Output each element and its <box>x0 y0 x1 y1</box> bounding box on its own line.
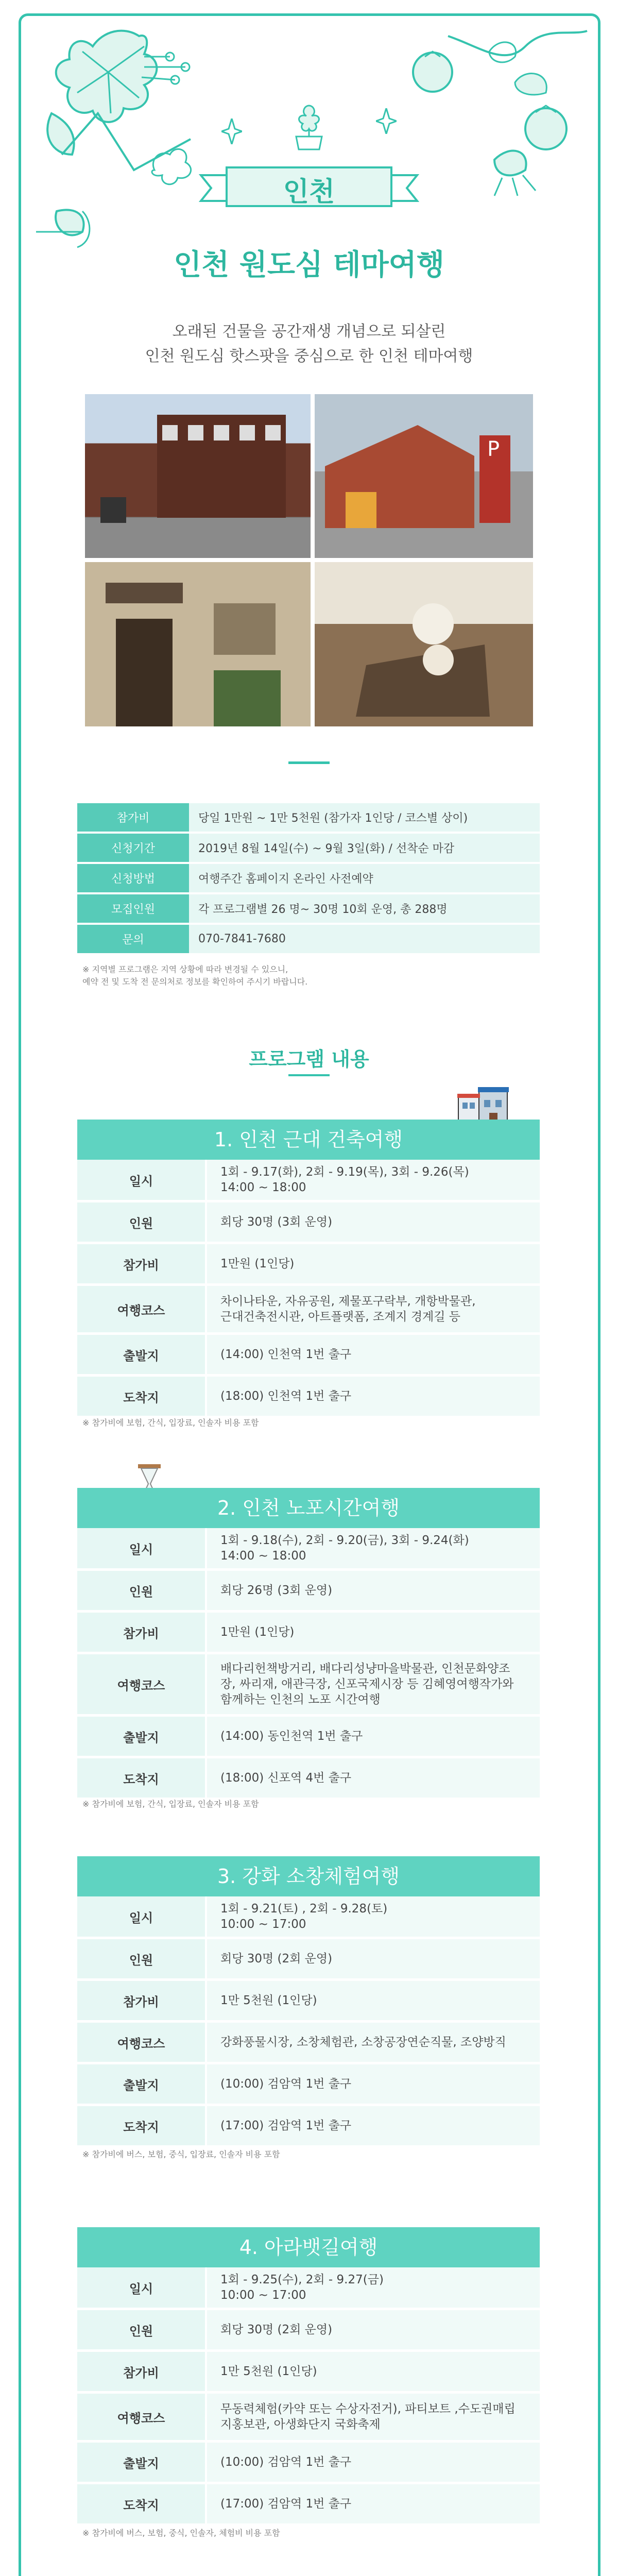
program-row <box>77 2394 540 2443</box>
row-value <box>207 2394 540 2440</box>
program-row <box>77 2352 540 2394</box>
row-value <box>207 1571 540 1610</box>
row-value <box>207 2352 540 2391</box>
program-row <box>77 1244 540 1286</box>
info-value: 070-7841-7680 <box>189 925 540 953</box>
region-badge: 인천 <box>283 177 335 208</box>
leaf-cluster-left-icon <box>21 15 216 258</box>
row-value-line: 1회 - 9.21(토) , 2회 - 9.28(토) <box>220 1902 388 1916</box>
info-value: 각 프로그램별 26 명~ 30명 10회 운영, 총 288명 <box>189 894 540 923</box>
row-value-line: 1만 5천원 (1인당) <box>220 2365 317 2378</box>
row-value-line: 1만원 (1인당) <box>220 1625 295 1639</box>
row-key: 도착지 <box>77 2484 205 2523</box>
program-title: 4. 아라뱃길여행 <box>77 2227 540 2267</box>
row-value <box>207 1654 540 1714</box>
row-value-line: (17:00) 검암역 1번 출구 <box>220 2497 352 2511</box>
program-row <box>77 1335 540 1377</box>
program-title: 2. 인천 노포시간여행 <box>77 1488 540 1528</box>
info-row <box>77 834 540 862</box>
program-row <box>77 1377 540 1418</box>
program-row <box>77 1160 540 1202</box>
program-row <box>77 1896 540 1939</box>
photo-red-warehouse <box>315 394 533 558</box>
row-value-line: (14:00) 동인천역 1번 출구 <box>220 1730 363 1743</box>
row-value-line: 장, 싸리재, 애관극장, 신포국제시장 등 김혜영여행작가와 <box>220 1677 514 1691</box>
row-key: 인원 <box>77 1571 205 1610</box>
row-value <box>207 1286 540 1332</box>
page-subtitle <box>0 319 618 369</box>
row-value <box>207 2064 540 2104</box>
row-key: 참가비 <box>77 1244 205 1283</box>
row-value-line: (18:00) 인천역 1번 출구 <box>220 1389 352 1403</box>
row-value <box>207 1202 540 1242</box>
row-value-line: 1회 - 9.25(수), 2회 - 9.27(금) <box>220 2273 384 2286</box>
row-key: 일시 <box>77 1896 205 1937</box>
row-value <box>207 1613 540 1652</box>
row-value <box>207 1528 540 1568</box>
info-key: 모집인원 <box>77 894 189 923</box>
row-key: 인원 <box>77 2310 205 2349</box>
info-row <box>77 894 540 923</box>
program-card <box>77 1120 540 1418</box>
row-key: 출발지 <box>77 1717 205 1756</box>
row-value <box>207 1160 540 1200</box>
row-value-line: 근대건축전시관, 아트플랫폼, 조계지 경계길 등 <box>220 1310 461 1324</box>
program-row <box>77 1758 540 1800</box>
row-value-line: 배다리헌책방거리, 배다리성냥마을박물관, 인천문화양조 <box>220 1662 510 1675</box>
row-key: 출발지 <box>77 2443 205 2482</box>
sparkle-right-icon <box>376 108 397 134</box>
program-row <box>77 2267 540 2310</box>
row-value <box>207 1939 540 1978</box>
program-card <box>77 2227 540 2526</box>
row-value <box>207 2023 540 2062</box>
row-key: 도착지 <box>77 1377 205 1416</box>
row-key: 여행코스 <box>77 2394 205 2440</box>
info-key: 신청방법 <box>77 864 189 892</box>
row-value-line: (17:00) 검암역 1번 출구 <box>220 2119 352 2132</box>
program-row <box>77 1654 540 1717</box>
program-note: ※ 참가비에 버스, 보험, 중식, 입장료, 인솔자 비용 포함 <box>82 2149 280 2159</box>
program-row <box>77 2064 540 2106</box>
program-note: ※ 참가비에 보험, 간식, 입장료, 인솔자 비용 포함 <box>82 1418 259 1428</box>
row-value-line: 함께하는 인천의 노포 시간여행 <box>220 1693 381 1706</box>
program-row <box>77 1981 540 2023</box>
row-value-line: 14:00 ~ 18:00 <box>220 1549 306 1563</box>
row-value-line: 회당 30명 (2회 운영) <box>220 1952 333 1965</box>
row-key: 도착지 <box>77 1758 205 1798</box>
row-value-line: 회당 26명 (3회 운영) <box>220 1584 333 1597</box>
row-key: 일시 <box>77 2267 205 2308</box>
info-note <box>82 963 307 988</box>
info-note-line: ※ 지역별 프로그램은 지역 상황에 따라 변경될 수 있으니, <box>82 964 288 974</box>
row-value-line: 1만 5천원 (1인당) <box>220 1994 317 2007</box>
row-value <box>207 2443 540 2482</box>
info-table <box>77 801 540 955</box>
row-value <box>207 1244 540 1283</box>
row-key: 여행코스 <box>77 1654 205 1714</box>
program-row <box>77 1202 540 1244</box>
program-row <box>77 1613 540 1654</box>
page-title: 인천 원도심 테마여행 <box>174 248 444 282</box>
row-value-line: 무동력체험(카약 또는 수상자전거), 파티보트 ,수도권매립 <box>220 2402 516 2416</box>
program-row <box>77 2310 540 2352</box>
row-value-line: 강화풍물시장, 소창체험관, 소창공장연순직물, 조양방직 <box>220 2036 506 2049</box>
row-value <box>207 1981 540 2020</box>
program-heading-underline <box>288 1074 330 1076</box>
row-value-line: 지홍보관, 아생화단지 국화축제 <box>220 2418 381 2431</box>
row-value-line: 10:00 ~ 17:00 <box>220 1918 306 1931</box>
program-row <box>77 1717 540 1758</box>
photo-loom-exhibit <box>315 562 533 726</box>
row-key: 참가비 <box>77 2352 205 2391</box>
row-key: 여행코스 <box>77 2023 205 2062</box>
info-row <box>77 864 540 892</box>
flower-pot-icon <box>283 100 335 152</box>
row-value <box>207 2267 540 2308</box>
row-key: 일시 <box>77 1160 205 1200</box>
info-row <box>77 925 540 953</box>
row-value-line: (14:00) 인천역 1번 출구 <box>220 1348 352 1361</box>
row-key: 여행코스 <box>77 1286 205 1332</box>
row-value <box>207 2484 540 2523</box>
row-key: 일시 <box>77 1528 205 1568</box>
program-card <box>77 1856 540 2148</box>
row-key: 인원 <box>77 1202 205 1242</box>
program-card <box>77 1488 540 1800</box>
row-value-line: 회당 30명 (3회 운영) <box>220 1215 333 1229</box>
row-value <box>207 1758 540 1798</box>
program-row <box>77 2443 540 2484</box>
info-row <box>77 803 540 832</box>
sparkle-left-icon <box>221 118 242 144</box>
subtitle-line: 오래된 건물을 공간재생 개념으로 되살린 <box>172 323 446 341</box>
row-value-line: 차이나타운, 자유공원, 제물포구락부, 개항박물관, <box>220 1295 476 1308</box>
program-row <box>77 1286 540 1335</box>
row-value-line: (10:00) 검암역 1번 출구 <box>220 2455 352 2469</box>
row-key: 참가비 <box>77 1613 205 1652</box>
program-row <box>77 1571 540 1613</box>
program-title: 3. 강화 소창체험여행 <box>77 1856 540 1896</box>
row-value <box>207 2310 540 2349</box>
row-value-line: (10:00) 검암역 1번 출구 <box>220 2077 352 2091</box>
row-value <box>207 1717 540 1756</box>
program-row <box>77 2484 540 2526</box>
program-row <box>77 2023 540 2064</box>
photo-brick-buildings <box>85 394 311 558</box>
row-value-line: 1회 - 9.17(화), 2회 - 9.19(목), 3회 - 9.26(목) <box>220 1165 469 1179</box>
subtitle-line: 인천 원도심 핫스팟을 중심으로 한 인천 테마여행 <box>145 347 473 365</box>
row-key: 출발지 <box>77 1335 205 1374</box>
row-key: 출발지 <box>77 2064 205 2104</box>
info-key: 신청기간 <box>77 834 189 862</box>
row-key: 도착지 <box>77 2106 205 2145</box>
row-key: 인원 <box>77 1939 205 1978</box>
info-key: 참가비 <box>77 803 189 832</box>
row-value <box>207 1335 540 1374</box>
row-value-line: 회당 30명 (2회 운영) <box>220 2323 333 2336</box>
row-key: 참가비 <box>77 1981 205 2020</box>
row-value <box>207 1377 540 1416</box>
row-value-line: 1회 - 9.18(수), 2회 - 9.20(금), 3회 - 9.24(화) <box>220 1534 469 1547</box>
section-divider <box>288 761 330 764</box>
program-row <box>77 2106 540 2148</box>
info-value: 여행주간 홈페이지 온라인 사전예약 <box>189 864 540 892</box>
row-value-line: 10:00 ~ 17:00 <box>220 2289 306 2302</box>
photo-collage <box>85 394 533 726</box>
info-value: 당일 1만원 ~ 1만 5천원 (참가자 1인당 / 코스별 상이) <box>189 803 540 832</box>
svg-text:P: P <box>487 437 500 461</box>
row-value <box>207 1896 540 1937</box>
photo-storefront <box>85 562 311 726</box>
program-title: 1. 인천 근대 건축여행 <box>77 1120 540 1160</box>
info-key: 문의 <box>77 925 189 953</box>
info-note-line: 예약 전 및 도착 전 문의처로 정보를 확인하여 주시기 바랍니다. <box>82 977 308 987</box>
row-value-line: (18:00) 신포역 4번 출구 <box>220 1771 352 1785</box>
program-note: ※ 참가비에 버스, 보험, 중식, 인솔자, 체험비 비용 포함 <box>82 2528 280 2538</box>
row-value-line: 1만원 (1인당) <box>220 1257 295 1270</box>
program-heading: 프로그램 내용 <box>249 1048 369 1071</box>
program-row <box>77 1939 540 1981</box>
program-note: ※ 참가비에 보험, 간식, 입장료, 인솔자 비용 포함 <box>82 1799 259 1809</box>
row-value <box>207 2106 540 2145</box>
row-value-line: 14:00 ~ 18:00 <box>220 1181 306 1194</box>
info-value: 2019년 8월 14일(수) ~ 9월 3일(화) / 선착순 마감 <box>189 834 540 862</box>
program-row <box>77 1528 540 1571</box>
